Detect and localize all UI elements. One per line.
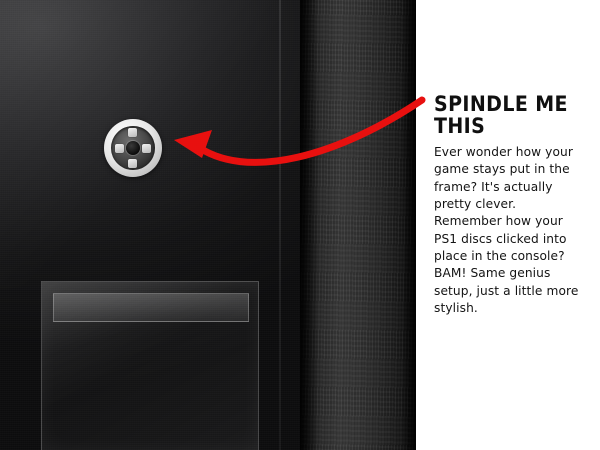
spindle-tab-top [128,128,137,137]
matte-seam-line [279,0,281,450]
sleeve-gloss [42,282,258,402]
frame-outer-edge [402,0,416,450]
frame-inner-shadow [300,0,318,450]
callout-block [434,91,586,317]
spindle-hub [104,119,162,177]
spindle-tab-bottom [128,159,137,168]
frame-edge [300,0,416,450]
spindle-center-post [126,141,140,155]
spindle-tab-right [142,144,151,153]
callout-title: SPINDLE ME THIS [434,91,568,139]
acrylic-sleeve [41,281,259,450]
callout-body: Ever wonder how your game stays put in the frame? It's actually pretty clever. Remember how your PS1 discs clicked into place in the console? BAM! Same genius setup, just a little more stylish. [434,144,579,315]
spindle-tab-left [115,144,124,153]
